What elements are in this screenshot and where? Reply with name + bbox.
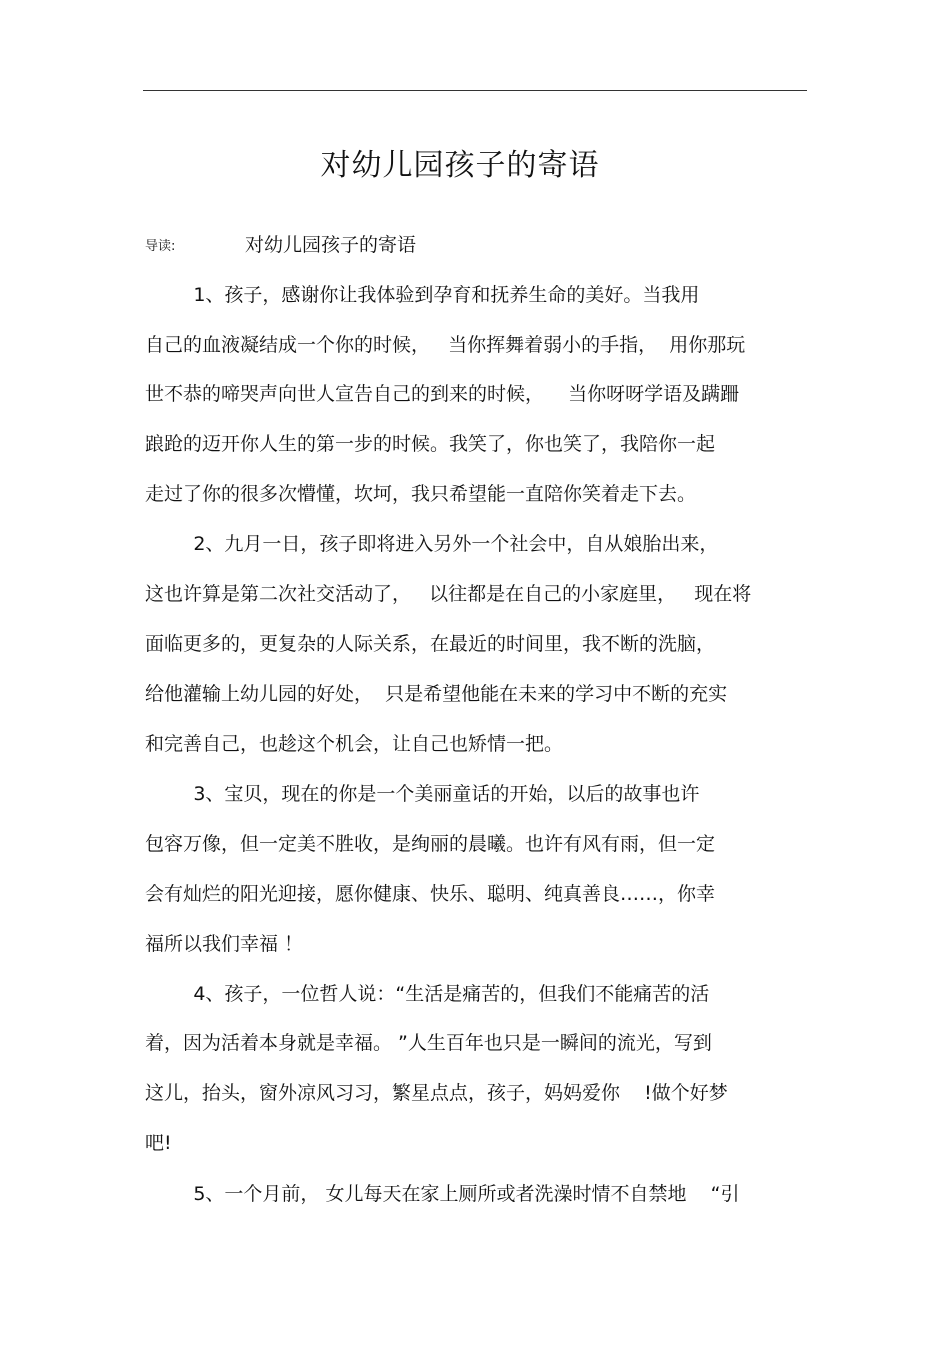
text-line: 世不恭的啼哭声向世人宣告自己的到来的时候， 当你呀呀学语及蹒跚 xyxy=(145,383,740,405)
text-line: 1、孩子，感谢你让我体验到孕育和抚养生命的美好。当我用 xyxy=(145,284,700,306)
lead-text: 对幼儿园孩子的寄语 xyxy=(245,234,417,256)
header-rule xyxy=(143,90,807,91)
text-line: 福所以我们幸福 ！ xyxy=(145,933,304,955)
text-line: 自己的血液凝结成一个你的时候， 当你挥舞着弱小的手指， 用你那玩 xyxy=(145,334,746,356)
text-line: 吧! xyxy=(145,1132,172,1154)
text-line: 踉跄的迈开你人生的第一步的时候。我笑了，你也笑了，我陪你一起 xyxy=(145,433,716,455)
text-line: 会有灿烂的阳光迎接，愿你健康、快乐、聪明、纯真善良……，你幸 xyxy=(145,883,716,905)
text-line: 面临更多的，更复杂的人际关系，在最近的时间里，我不断的洗脑， xyxy=(145,633,716,655)
text-line: 着，因为活着本身就是幸福。 ”人生百年也只是一瞬间的流光，写到 xyxy=(145,1032,712,1054)
text-line: 5、一个月前， 女儿每天在家上厕所或者洗澡时情不自禁地 “引 xyxy=(145,1183,740,1205)
text-line: 2、九月一日，孩子即将进入另外一个社会中，自从娘胎出来， xyxy=(145,533,719,555)
lead-label: 导读: xyxy=(145,239,176,254)
text-line: 3、宝贝，现在的你是一个美丽童话的开始，以后的故事也许 xyxy=(145,783,700,805)
text-line: 这儿，抬头，窗外凉风习习，繁星点点，孩子，妈妈爱你 !做个好梦 xyxy=(145,1082,728,1104)
text-line: 4、孩子，一位哲人说：“生活是痛苦的，但我们不能痛苦的活 xyxy=(145,983,710,1005)
text-line: 和完善自己，也趁这个机会，让自己也矫情一把。 xyxy=(145,733,564,755)
page-title: 对幼儿园孩子的寄语 xyxy=(320,148,600,183)
text-line: 这也许算是第二次社交活动了， 以往都是在自己的小家庭里， 现在将 xyxy=(145,583,752,605)
text-line: 给他灌输上幼儿园的好处， 只是希望他能在未来的学习中不断的充实 xyxy=(145,683,728,705)
text-line: 走过了你的很多次懵懂，坎坷，我只希望能一直陪你笑着走下去。 xyxy=(145,483,697,505)
text-line: 包容万像，但一定美不胜收，是绚丽的晨曦。也许有风有雨，但一定 xyxy=(145,833,716,855)
